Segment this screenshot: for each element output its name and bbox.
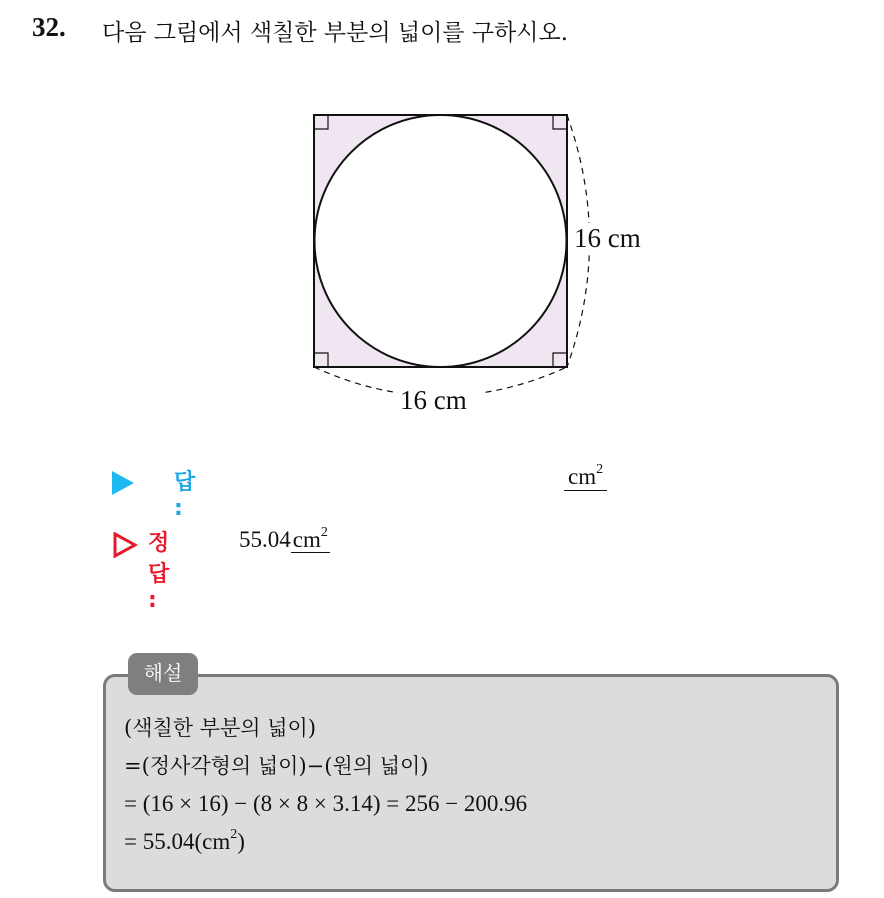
correct-answer-label: 정답 : [148,531,170,613]
correct-unit: cm [292,527,321,552]
explanation-line-4-suffix: ) [237,829,245,854]
correct-number: 55.04 [239,527,291,552]
answer-unit-exponent: 2 [596,462,604,478]
square-circle-figure [290,95,670,425]
inscribed-circle [315,115,567,367]
outline-triangle-icon [112,532,138,558]
answer-blank[interactable] [564,464,607,491]
side-length-label: 16 cm [574,223,641,253]
explanation-tab: 해설 [128,653,198,695]
explanation-line-4-prefix: = 55.04(cm [124,829,231,854]
correct-unit-exponent: 2 [320,525,328,541]
play-triangle-icon [112,471,134,495]
explanation-line-3: = (16 × 16) − (8 × 8 × 3.14) = 256 − 200.96 [124,791,528,816]
bottom-length-label: 16 cm [400,385,467,415]
explanation-line-1: (색칠한 부분의 넓이) [124,716,317,740]
explanation-content [124,709,527,861]
question-text: 다음 그림에서 색칠한 부분의 넓이를 구하시오. [102,20,569,46]
explanation-line-4-exponent: 2 [230,827,238,843]
answer-label: 답 : [174,470,196,521]
correct-answer-value [239,527,330,553]
correct-unit-wrap [291,527,330,553]
explanation-line-4 [124,823,527,861]
explanation-line-2: =(정사각형의 넓이)−(원의 넓이) [124,754,429,778]
answer-unit: cm [568,464,597,489]
question-number: 32. [32,12,66,42]
